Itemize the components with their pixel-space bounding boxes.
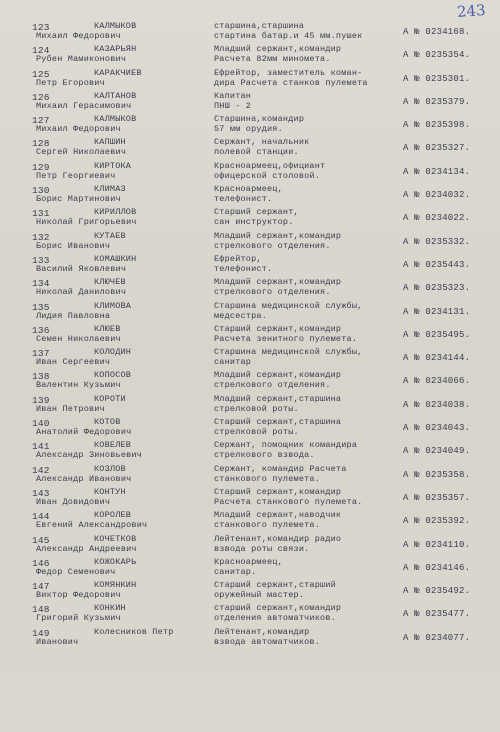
list-item [0,207,500,230]
rank-line-1: Сержант, начальник [214,137,310,148]
rank-line-2: оружейный мастер. [214,590,305,601]
rank-line-2: Расчета зенитного пулемета. [214,333,358,344]
page-number: 243 [456,1,487,21]
list-item [0,114,500,137]
list-item [0,580,500,603]
rank-line-2: стрелковой роты. [214,427,299,438]
award-number: А № 0235379. [403,96,471,107]
rank-line-2: санитар [214,357,252,368]
entry-number: 123 [32,22,50,33]
rank-line-2: стрелковой роты. [214,403,299,414]
entry-number: 125 [32,68,50,80]
surname: КОЧЕТКОВ [94,533,137,544]
entry-number: 137 [32,348,50,360]
given-name: Григорий Кузьмич [36,613,121,624]
given-name: Иванович [36,636,79,647]
award-number: А № 0234032. [403,190,471,201]
rank-line-1: Сержант, командир Расчета [214,463,347,474]
surname: КЛЮЧЕВ [94,277,126,288]
entry-number: 148 [32,604,50,616]
surname: КАРАКЧИЕВ [94,67,142,78]
surname: КОВЕЛЕВ [94,440,132,451]
rank-line-1: Лейтенант,командир радио [214,533,342,544]
entry-number: 138 [32,371,50,383]
list-item [0,440,500,463]
award-number: А № 0235398. [403,120,471,131]
given-name: Иван Довидович [36,496,111,507]
rank-line-1: Ефрейтор, [214,253,262,264]
surname: КИРИЛЛОВ [94,207,137,218]
entry-number: 149 [32,627,50,639]
surname: КОЖОКАРЬ [94,556,137,567]
award-number: А № 0234043. [403,423,471,434]
award-number: А № 0235323. [403,283,471,294]
rank-line-1: Младший сержант,старшина [214,393,342,404]
rank-line-1: Младший сержант,командир [214,44,342,55]
rank-line-2: взвода автоматчиков. [214,636,321,647]
entry-number: 136 [32,324,50,336]
given-name: Александр Иванович [36,473,132,484]
surname: КОРОЛЕВ [94,510,132,521]
rank-line-1: Лейтенант,командир [214,626,310,637]
list-item [0,370,500,393]
list-item [0,68,500,91]
given-name: Петр Георгиевич [36,170,116,181]
list-item [0,347,500,370]
award-number: А № 0235357. [403,492,471,503]
entry-number: 132 [32,231,50,243]
given-name: Виктор Федорович [36,590,121,601]
rank-line-1: Младший сержант,командир [214,277,342,288]
given-name: Валентин Кузьмич [36,380,121,391]
award-number: А № 0235301. [403,73,471,84]
entry-number: 139 [32,394,50,406]
entry-number: 131 [32,208,50,220]
award-number: А № 0235477. [403,609,471,620]
surname: КОРОТИ [94,393,126,404]
rank-line-2: станкового пулемета. [214,473,321,484]
surname: КАЛТАНОВ [94,90,137,101]
rank-line-2: взвода роты связи. [214,543,310,554]
rank-line-1: Старшина медицинской службы, [214,347,363,358]
surname: КАЗАРЬЯН [94,44,137,55]
list-item [0,464,500,487]
surname: КОНКИН [94,603,126,614]
rank-line-2: стартина батар.и 45 мм.пушек [214,31,363,41]
surname: КОНТУН [94,486,126,497]
list-item [0,301,500,324]
list-item [0,627,500,650]
given-name: Иван Сергеевич [36,357,111,368]
award-number: А № 0235354. [403,50,471,61]
award-number: А № 0235358. [403,469,471,480]
rank-line-2: станкового пулемета. [214,520,321,531]
rank-line-1: Младший сержант,наводчик [214,510,342,521]
rank-line-1: старшина,старшина [214,21,305,31]
list-item [0,394,500,417]
entry-number: 143 [32,487,50,499]
list-item [0,603,500,626]
award-number: А № 0234146. [403,562,471,573]
rank-line-1: Ефрейтор, заместитель коман- [214,67,363,78]
entry-number: 124 [32,45,50,57]
surname: КОТОВ [94,417,121,428]
rank-line-1: Младший сержант,командир [214,230,342,241]
entry-number: 144 [32,511,50,523]
entry-number: 134 [32,278,50,290]
given-name: Александр Андреевич [36,543,137,554]
list-item [0,557,500,580]
rank-line-2: телефонист. [214,194,273,205]
given-name: Борис Иванович [36,240,111,251]
rank-line-2: ПНШ - 2 [214,100,252,111]
entry-number: 140 [32,418,50,430]
rank-line-2: 57 мм орудия. [214,124,283,135]
given-name: Николай Григорьевич [36,217,137,228]
award-number: А № 0235392. [403,516,471,527]
award-number: А № 0235495. [403,329,471,340]
surname: КИРТОКА [94,160,132,171]
award-list [0,21,500,650]
surname: Колесников Петр [94,626,174,637]
rank-line-1: Старшина медицинской службы, [214,300,363,311]
list-item [0,277,500,300]
surname: КАЛМЫКОВ [94,114,137,125]
rank-line-2: стрелкового отделения. [214,287,331,298]
entry-number: 146 [32,557,50,569]
surname: КОЛОДИН [94,347,132,358]
list-item [0,254,500,277]
rank-line-2: стрелкового отделения. [214,380,331,391]
rank-line-1: Красноармеец, [214,184,283,195]
award-number: А № 0234134. [403,166,471,177]
award-number: А № 0234168. [403,27,471,37]
rank-line-2: отделения автоматчиков. [214,613,336,624]
surname: КОЗЛОВ [94,463,126,474]
award-number: А № 0235443. [403,259,471,270]
given-name: Иван Петрович [36,403,105,414]
list-item [0,324,500,347]
entry-number: 142 [32,464,50,476]
list-item [0,534,500,557]
list-item [0,510,500,533]
entry-number: 128 [32,138,50,150]
rank-line-1: Сержант, помощник командира [214,440,358,451]
rank-line-1: Красноармеец, [214,556,283,567]
rank-line-2: стрелкового отделения. [214,240,331,251]
rank-line-2: офицерской столовой. [214,170,321,181]
rank-line-1: старший сержант,командир [214,603,342,614]
rank-line-1: Старший сержант, [214,207,299,218]
rank-line-1: Старший сержант,командир [214,323,342,334]
rank-line-2: санитар. [214,566,257,577]
rank-line-2: Расчета 82мм минометa. [214,54,331,65]
given-name: Евгений Александрович [36,520,148,531]
entry-number: 135 [32,301,50,313]
surname: КЛЮЕВ [94,323,121,334]
list-item [0,44,500,67]
surname: КАПШИН [94,137,126,148]
given-name: Михаил Федорович [36,31,121,41]
entry-number: 126 [32,91,50,103]
list-item [0,137,500,160]
rank-line-1: Младший сержант,командир [214,370,342,381]
rank-line-1: Старший сержант,старший [214,580,336,591]
surname: КЛИМОВА [94,300,132,311]
award-number: А № 0234049. [403,446,471,457]
rank-line-1: Старший сержант,командир [214,486,342,497]
award-number: А № 0234077. [403,632,471,643]
rank-line-2: полевой станции. [214,147,299,158]
rank-line-2: телефонист. [214,263,273,274]
list-item [0,487,500,510]
given-name: Петр Егорович [36,77,105,88]
entry-number: 133 [32,254,50,266]
rank-line-1: Старший сержант,старшина [214,417,342,428]
given-name: Михаил Федорович [36,124,121,135]
given-name: Рубен Мамиконович [36,54,127,65]
rank-line-2: дира Расчета станков пулемета [214,77,368,88]
entry-number: 147 [32,581,50,593]
list-item [0,21,500,44]
rank-line-1: Старшина,командир [214,114,305,125]
award-number: А № 0234066. [403,376,471,387]
given-name: Лидия Павловна [36,310,111,321]
rank-line-1: Капитан [214,90,252,101]
list-item [0,91,500,114]
entry-number: 127 [32,115,50,127]
entry-number: 130 [32,185,50,197]
award-number: А № 0235492. [403,586,471,597]
award-number: А № 0234131. [403,306,471,317]
given-name: Семен Николаевич [36,333,121,344]
given-name: Федор Семенович [36,566,116,577]
list-item [0,184,500,207]
entry-number: 129 [32,161,50,173]
surname: КОМЯНКИН [94,580,137,591]
list-item [0,231,500,254]
award-number: А № 0235332. [403,236,471,247]
given-name: Сергей Николаевич [36,147,127,158]
award-number: А № 0235327. [403,143,471,154]
entry-number: 145 [32,534,50,546]
list-item [0,161,500,184]
surname: КУТАЕВ [94,230,126,241]
rank-line-2: стрелкового взвода. [214,450,315,461]
surname: КЛИМАЗ [94,184,126,195]
surname: КОПОСОВ [94,370,132,381]
given-name: Николай Данилович [36,287,127,298]
surname: КОМАШКИН [94,253,137,264]
entry-number: 141 [32,441,50,453]
rank-line-1: Красноармеец,официант [214,160,326,171]
award-number: А № 0234038. [403,399,471,410]
given-name: Борис Мартинович [36,194,121,205]
given-name: Михаил Герасимович [36,100,132,111]
award-number: А № 0234022. [403,213,471,224]
given-name: Александр Зиновьевич [36,450,143,461]
rank-line-2: Расчета станкового пулемета. [214,496,363,507]
award-number: А № 0234144. [403,353,471,364]
surname: КАЛМЫКОВ [94,21,137,31]
rank-line-2: медсестра. [214,310,268,321]
given-name: Василий Яковлевич [36,263,127,274]
given-name: Анатолий Федорович [36,427,132,438]
rank-line-2: сан инструктор. [214,217,294,228]
list-item [0,417,500,440]
award-number: А № 0234110. [403,539,471,550]
